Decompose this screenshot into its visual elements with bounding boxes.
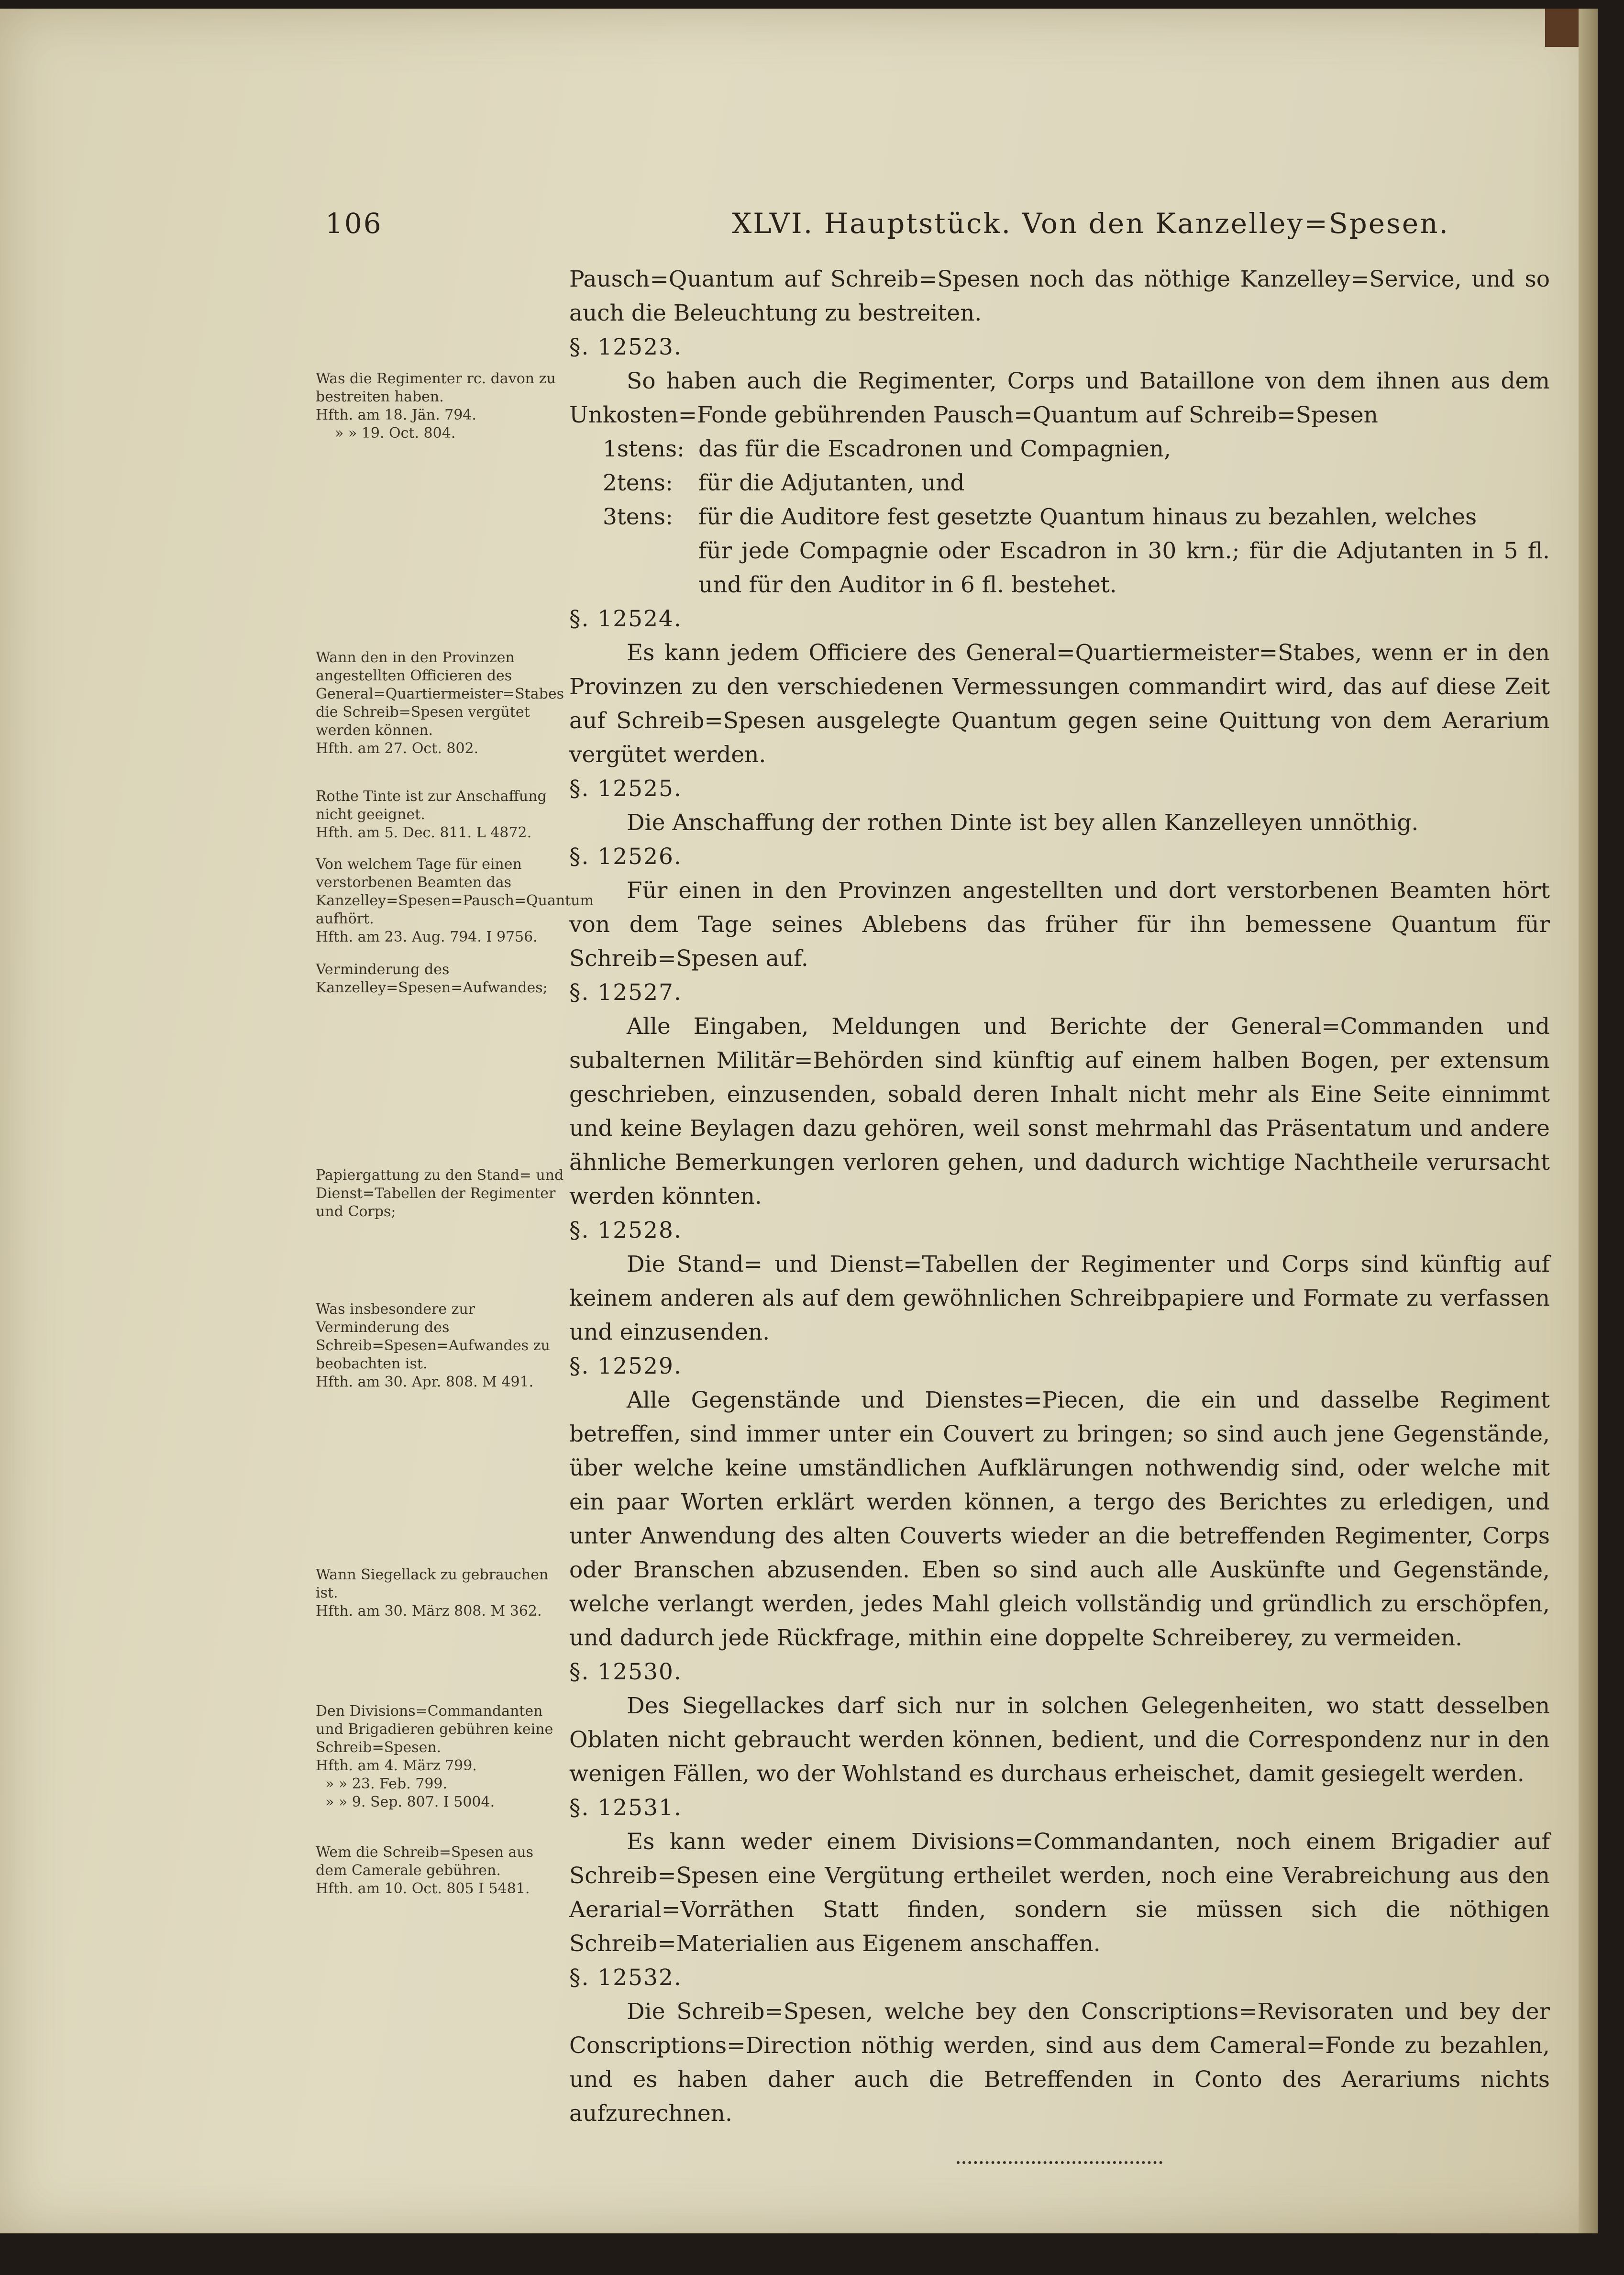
margin-note-9: Den Divisions=Commandanten und Brigadieren gebühren keine Schreib=Spesen. Hfth. am 4. März 799. » » 23. Feb. 799. » » 9. Sep. 807. I 5004.	[316, 1703, 553, 1810]
chapter-title: XLVI. Hauptstück. Von den Kanzelley=Spesen.	[732, 207, 1449, 240]
section-number: §. 12531.	[569, 1795, 682, 1821]
end-ornament-rule	[957, 2159, 1162, 2164]
list-item: 1stens: das für die Escadronen und Compagnien,	[603, 436, 1171, 462]
book-page	[0, 9, 1598, 2233]
list-item: 3tens: für die Auditore fest gesetzte Quantum hinaus zu bezahlen, welches	[603, 504, 1477, 530]
page-number: 106	[325, 207, 383, 240]
section-number: §. 12530.	[569, 1659, 682, 1685]
paragraph: Die Anschaffung der rothen Dinte ist bey allen Kanzelleyen unnöthig.	[627, 810, 1419, 836]
margin-note-10: Wem die Schreib=Spesen aus dem Camerale gebühren. Hfth. am 10. Oct. 805 I 5481.	[316, 1844, 534, 1897]
section-number: §. 12526.	[569, 843, 682, 870]
intro-paragraph: Pausch=Quantum auf Schreib=Spesen noch das nöthige Kanzelley=Service, und so auch die Beleuchtung zu bestreiten.	[569, 266, 1550, 326]
paragraph: Es kann weder einem Divisions=Commandanten, noch einem Brigadier auf Schreib=Spesen eine Vergütung ertheilet werden, noch eine Verabreichung aus den Aerarial=Vorräthen Statt finden, sondern sie müssen sich die nöthigen Schreib=Materialien aus Eigenem anschaffen.	[569, 1829, 1550, 1957]
margin-note-3: Rothe Tinte ist zur Anschaffung nicht geeignet. Hfth. am 5. Dec. 811. L 4872.	[316, 788, 547, 841]
main-text	[569, 262, 1550, 2164]
paragraph: Für einen in den Provinzen angestellten und dort verstorbenen Beamten hört von dem Tage seines Ablebens das früher für ihn bemessene Quantum für Schreib=Spesen auf.	[569, 877, 1550, 972]
paragraph: So haben auch die Regimenter, Corps und Bataillone von dem ihnen aus dem Unkosten=Fonde gebührenden Pausch=Quantum auf Schreib=Spesen	[569, 368, 1550, 428]
margin-note-6: Papiergattung zu den Stand= und Dienst=Tabellen der Regimenter und Corps;	[316, 1167, 564, 1220]
paragraph: Des Siegellackes darf sich nur in solchen Gelegenheiten, wo statt desselben Oblaten nicht gebraucht werden können, bedient, und die Correspondenz nur in den wenigen Fällen, wo der Wohlstand es durchaus erheischet, damit gesiegelt werden.	[569, 1693, 1550, 1787]
section-number: §. 12525.	[569, 776, 682, 802]
section-number: §. 12524.	[569, 606, 682, 632]
margin-note-7: Was insbesondere zur Verminderung des Schreib=Spesen=Aufwandes zu beobachten ist. Hfth. am 30. Apr. 808. M 491.	[316, 1301, 550, 1390]
section-number: §. 12523.	[569, 334, 682, 360]
paragraph: Die Schreib=Spesen, welche bey den Conscriptions=Revisoraten und bey der Conscriptions=Direction nöthig werden, sind aus dem Cameral=Fonde zu bezahlen, und es haben daher auch die Betreffenden in Conto des Aerariums nichts aufzurechnen.	[569, 1998, 1550, 2127]
section-number: §. 12529.	[569, 1353, 682, 1379]
list-item: 2tens: für die Adjutanten, und	[603, 470, 965, 496]
margin-note-1: Was die Regimenter rc. davon zu bestreiten haben. Hfth. am 18. Jän. 794. » » 19. Oct. 804.	[316, 370, 556, 442]
paragraph: Alle Eingaben, Meldungen und Berichte der General=Commanden und subalternen Militär=Behörden sind künftig auf einem halben Bogen, per extensum geschrieben, einzusenden, sobald deren Inhalt nicht mehr als Eine Seite einnimmt und keine Beylagen dazu gehören, weil sonst mehrmahl das Präsentatum und andere ähnliche Bemerkungen verloren gehen, und dadurch wichtige Nachtheile verursacht werden könnten.	[569, 1013, 1550, 1210]
paragraph: Die Stand= und Dienst=Tabellen der Regimenter und Corps sind künftig auf keinem anderen als auf dem gewöhnlichen Schreibpapiere und Formate zu verfassen und einzusenden.	[569, 1251, 1550, 1345]
paragraph: Es kann jedem Officiere des General=Quartiermeister=Stabes, wenn er in den Provinzen zu den verschiedenen Vermessungen commandirt wird, das auf diese Zeit auf Schreib=Spesen ausgelegte Quantum gegen seine Quittung von dem Aerarium vergütet werden.	[569, 640, 1550, 768]
margin-note-8: Wann Siegellack zu gebrauchen ist. Hfth. am 30. März 808. M 362.	[316, 1566, 549, 1620]
paragraph: Alle Gegenstände und Dienstes=Piecen, die ein und dasselbe Regiment betreffen, sind immer unter ein Couvert zu bringen; so sind auch jene Gegenstände, über welche keine umständlichen Aufklärungen nothwendig sind, oder welche mit ein paar Worten erklärt werden können, a tergo des Berichtes zu erledigen, und unter Anwendung des alten Couverts wieder an die betreffenden Regimenter, Corps oder Branschen abzusenden. Eben so sind auch alle Auskünfte und Gegenstände, welche verlangt werden, jedes Mahl gleich vollständig und gründlich zu erschöpfen, und dadurch jede Rückfrage, mithin eine doppelte Schreiberey, zu vermeiden.	[569, 1387, 1550, 1651]
paragraph: für jede Compagnie oder Escadron in 30 krn.; für die Adjutanten in 5 fl. und für den Auditor in 6 fl. bestehet.	[698, 538, 1550, 598]
margin-note-2: Wann den in den Provinzen angestellten Officieren des General=Quartiermeister=Stabes die Schreib=Spesen vergütet werden können. Hfth. am 27. Oct. 802.	[316, 649, 564, 757]
section-number: §. 12527.	[569, 979, 682, 1006]
margin-note-4: Von welchem Tage für einen verstorbenen Beamten das Kanzelley=Spesen=Pausch=Quantum aufhört. Hfth. am 23. Aug. 794. I 9756.	[316, 856, 594, 945]
section-number: §. 12532.	[569, 1964, 682, 1991]
section-number: §. 12528.	[569, 1217, 682, 1243]
margin-note-5: Verminderung des Kanzelley=Spesen=Aufwandes;	[316, 961, 548, 996]
page-gutter	[1579, 9, 1598, 2233]
